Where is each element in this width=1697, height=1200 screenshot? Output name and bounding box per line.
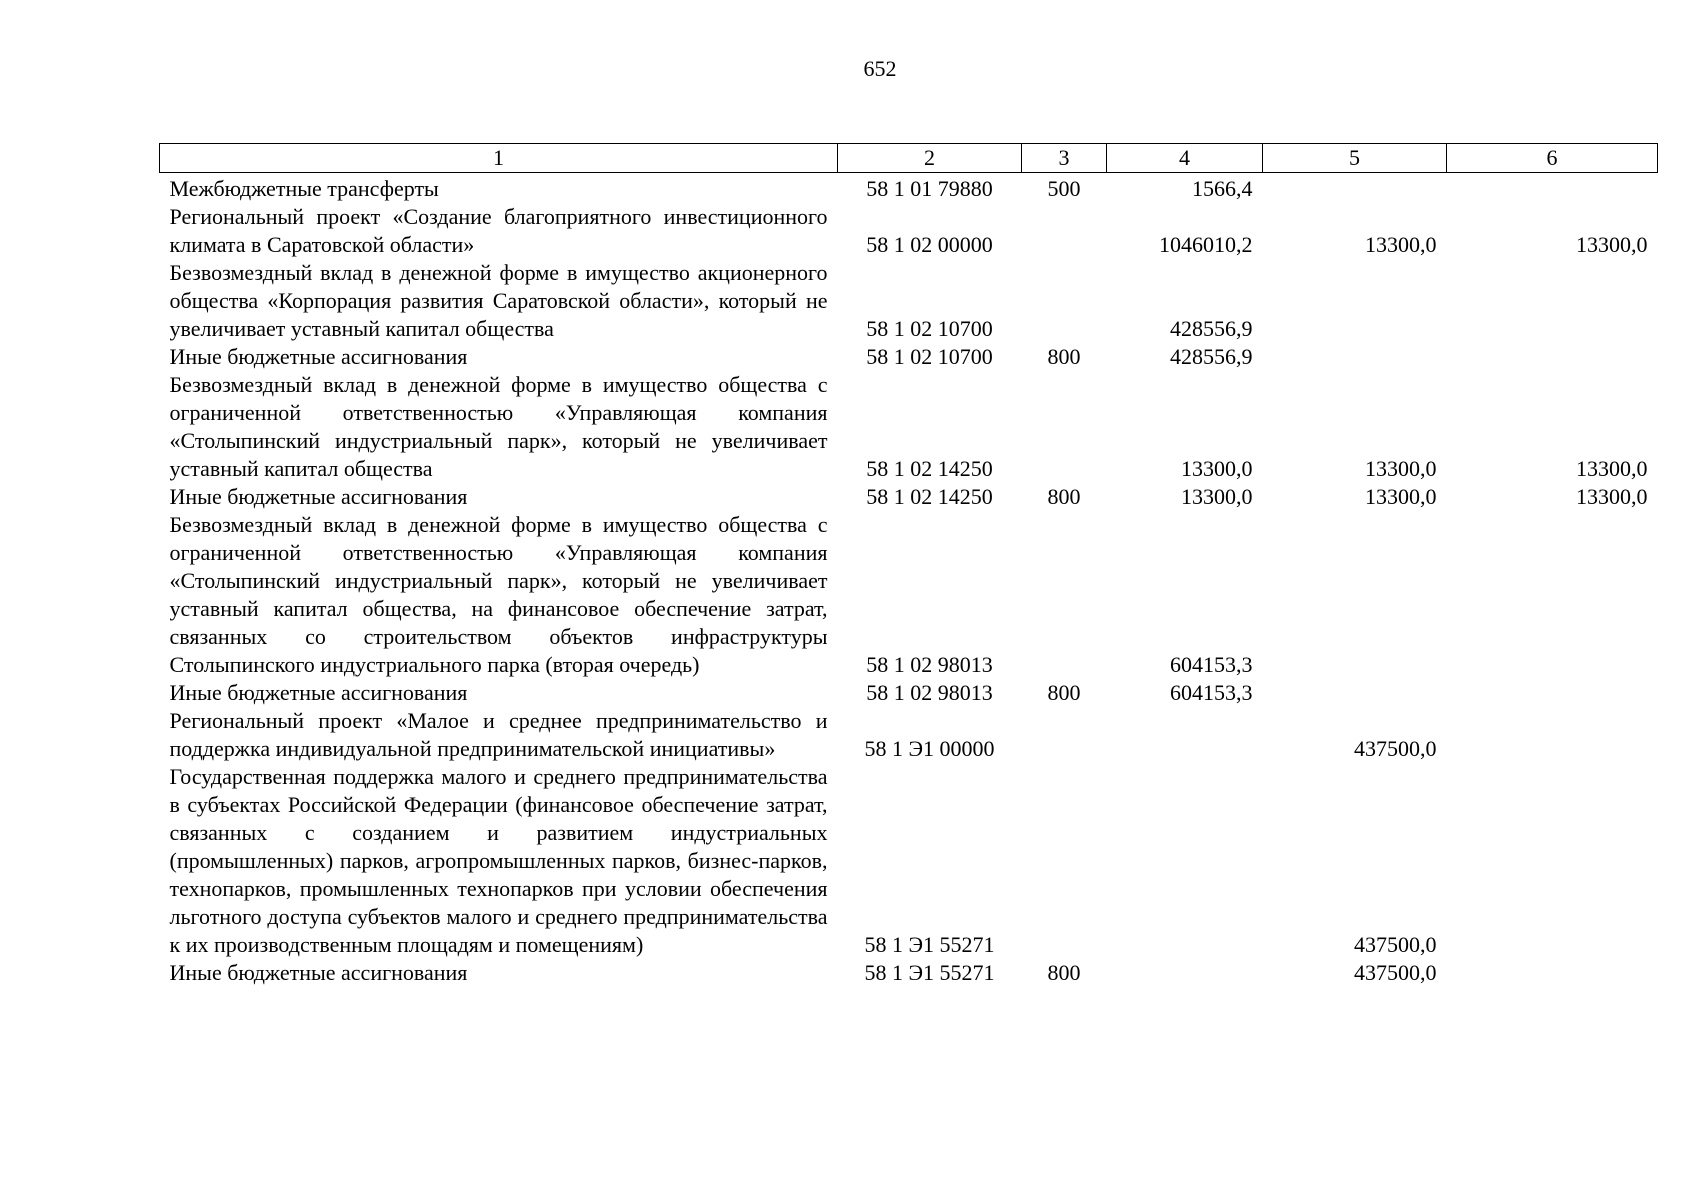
row-name: Безвозмездный вклад в денежной форме в имущество общества с ограниченной ответственностью «Управляющая компания «Столыпинский индустриальный парк», который не увеличивает уставный капитал общества, на финансовое обеспечение затрат, связанных со строительством объектов инфраструктуры Столыпинского индустриального парка (вторая очередь)	[169, 512, 828, 677]
row-kind: 800	[1047, 344, 1081, 369]
row-amount-3	[1447, 707, 1658, 763]
column-header-name: 1	[160, 144, 838, 173]
row-code: 58 1 02 00000	[866, 232, 993, 257]
table-header	[160, 144, 1658, 173]
row-amount-3: 13300,0	[1576, 232, 1648, 257]
row-amount-1	[1107, 707, 1263, 763]
row-amount-2	[1263, 343, 1447, 371]
row-kind	[1022, 763, 1107, 959]
row-code: 58 1 02 98013	[866, 652, 993, 677]
row-amount-3	[1447, 959, 1658, 987]
row-kind	[1022, 511, 1107, 679]
row-name: Иные бюджетные ассигнования	[169, 484, 468, 509]
table-row	[160, 511, 1658, 679]
row-code: 58 1 Э1 00000	[864, 736, 995, 761]
row-amount-3	[1447, 511, 1658, 679]
row-amount-1: 13300,0	[1181, 484, 1253, 509]
row-kind	[1022, 371, 1107, 483]
table-row	[160, 173, 1658, 204]
row-amount-3	[1447, 173, 1658, 204]
row-name: Межбюджетные трансферты	[169, 176, 439, 201]
page-number: 652	[863, 56, 897, 81]
table-row	[160, 343, 1658, 371]
row-amount-1: 1566,4	[1192, 176, 1253, 201]
row-code: 58 1 02 14250	[866, 484, 993, 509]
row-amount-3: 13300,0	[1576, 456, 1648, 481]
row-name: Иные бюджетные ассигнования	[169, 344, 468, 369]
row-amount-3	[1447, 343, 1658, 371]
header-row	[160, 144, 1658, 173]
row-code: 58 1 01 79880	[866, 176, 993, 201]
row-kind	[1022, 707, 1107, 763]
row-amount-3: 13300,0	[1576, 484, 1648, 509]
row-code: 58 1 02 98013	[866, 680, 993, 705]
row-amount-2	[1263, 511, 1447, 679]
row-name: Иные бюджетные ассигнования	[169, 680, 468, 705]
row-amount-1: 604153,3	[1170, 652, 1253, 677]
row-amount-2: 437500,0	[1354, 932, 1437, 957]
row-amount-3	[1447, 763, 1658, 959]
table-row	[160, 371, 1658, 483]
row-kind: 800	[1047, 484, 1081, 509]
row-amount-2	[1263, 679, 1447, 707]
row-code: 58 1 Э1 55271	[864, 960, 995, 985]
row-amount-3	[1447, 679, 1658, 707]
row-code: 58 1 02 10700	[866, 316, 993, 341]
row-amount-1: 13300,0	[1181, 456, 1253, 481]
row-kind	[1022, 259, 1107, 343]
row-amount-2: 437500,0	[1354, 960, 1437, 985]
row-amount-2	[1263, 173, 1447, 204]
column-header-amount-2: 5	[1263, 144, 1447, 173]
table-row	[160, 707, 1658, 763]
row-amount-1: 604153,3	[1170, 680, 1253, 705]
column-header-kind: 3	[1022, 144, 1107, 173]
row-amount-1: 428556,9	[1170, 316, 1253, 341]
row-name: Государственная поддержка малого и среднего предпринимательства в субъектах Российской Федерации (финансовое обеспечение затрат, связанных с созданием и развитием индустриальных (промышленных) парков, агропромышленных парков, бизнес-парков, технопарков, промышленных технопарков при условии обеспечения льготного доступа субъектов малого и среднего предпринимательства к их производственным площадям и помещениям)	[169, 764, 828, 957]
row-code: 58 1 Э1 55271	[864, 932, 995, 957]
row-amount-2: 437500,0	[1354, 736, 1437, 761]
table-row	[160, 679, 1658, 707]
row-amount-1	[1107, 959, 1263, 987]
row-amount-2: 13300,0	[1365, 232, 1437, 257]
row-amount-3	[1447, 259, 1658, 343]
row-name: Региональный проект «Малое и среднее предпринимательство и поддержка индивидуальной предпринимательской инициативы»	[169, 708, 828, 761]
table-body	[160, 173, 1658, 988]
row-kind: 800	[1047, 960, 1081, 985]
table-row	[160, 203, 1658, 259]
row-kind: 800	[1047, 680, 1081, 705]
row-name: Безвозмездный вклад в денежной форме в имущество общества с ограниченной ответственностью «Управляющая компания «Столыпинский индустриальный парк», который не увеличивает уставный капитал общества	[169, 372, 828, 481]
row-code: 58 1 02 10700	[866, 344, 993, 369]
table-row	[160, 959, 1658, 987]
column-header-code: 2	[838, 144, 1022, 173]
table-row	[160, 259, 1658, 343]
row-name: Иные бюджетные ассигнования	[169, 960, 468, 985]
row-code: 58 1 02 14250	[866, 456, 993, 481]
table-row	[160, 483, 1658, 511]
row-amount-2	[1263, 259, 1447, 343]
row-amount-1: 1046010,2	[1159, 232, 1253, 257]
row-amount-2: 13300,0	[1365, 484, 1437, 509]
row-amount-1	[1107, 763, 1263, 959]
column-header-amount-3: 6	[1447, 144, 1658, 173]
budget-table	[159, 143, 1658, 987]
row-name: Безвозмездный вклад в денежной форме в имущество акционерного общества «Корпорация развития Саратовской области», который не увеличивает уставный капитал общества	[169, 260, 828, 341]
row-name: Региональный проект «Создание благоприятного инвестиционного климата в Саратовской области»	[169, 204, 828, 257]
row-kind: 500	[1047, 176, 1081, 201]
row-amount-2: 13300,0	[1365, 456, 1437, 481]
row-kind	[1022, 203, 1107, 259]
row-amount-1: 428556,9	[1170, 344, 1253, 369]
table-row	[160, 763, 1658, 959]
column-header-amount-1: 4	[1107, 144, 1263, 173]
